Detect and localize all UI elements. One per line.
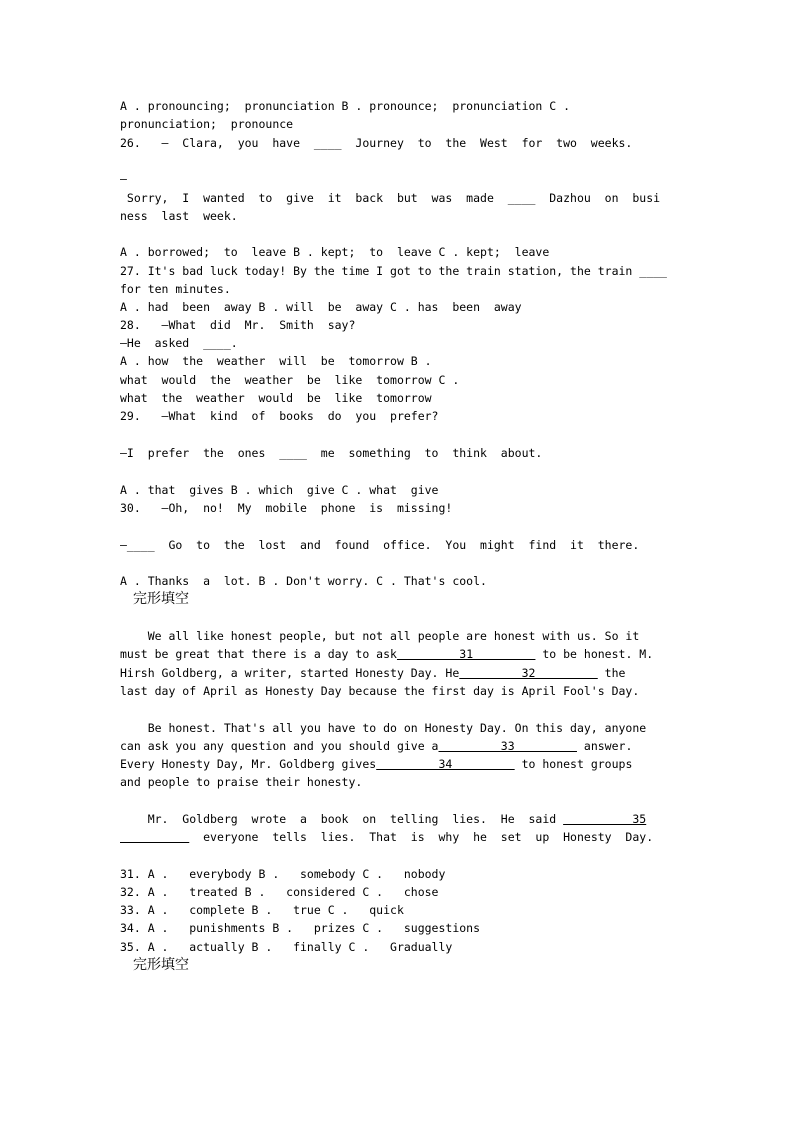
passage-p3-line-2 xyxy=(120,830,675,844)
blank-33: 33 xyxy=(438,739,577,753)
section-title-cloze: 完形填空 xyxy=(133,591,189,607)
passage-p1-line-3 xyxy=(120,666,675,680)
q26-options: A . borrowed; to leave B . kept; to leave C . kept; leave xyxy=(120,245,550,259)
q33-options: 33. A . complete B . true C . quick xyxy=(120,903,404,917)
text-run: Hirsh Goldberg, a writer, started Honesty Day. He xyxy=(120,666,460,680)
q28-question: 28. —What did Mr. Smith say? xyxy=(120,318,356,332)
passage-p2-line-1: Be honest. That's all you have to do on Honesty Day. On this day, anyone xyxy=(120,721,647,735)
blank-32: 32 xyxy=(459,666,598,680)
q29-options: A . that gives B . which give C . what give xyxy=(120,483,439,497)
q35-options: 35. A . actually B . finally C . Gradually xyxy=(120,940,453,954)
q28-options-line-1: A . how the weather will be tomorrow B . xyxy=(120,354,432,368)
q27-question-line-2: for ten minutes. xyxy=(120,282,231,296)
blank-35: 35 xyxy=(563,812,647,826)
q32-options: 32. A . treated B . considered C . chose xyxy=(120,885,439,899)
q26-reply-line-2: ness last week. xyxy=(120,209,238,223)
q28-options-line-3: what the weather would be like tomorrow xyxy=(120,391,432,405)
q30-reply: —____ Go to the lost and found office. You might find it there. xyxy=(120,538,640,552)
text-run: to be honest. M. xyxy=(535,647,654,661)
q30-question: 30. —Oh, no! My mobile phone is missing! xyxy=(120,501,453,515)
q25-options-line-1: A . pronouncing; pronunciation B . pronounce; pronunciation C . xyxy=(120,99,571,113)
passage-p1-line-2 xyxy=(120,647,675,661)
passage-p2-line-4: and people to praise their honesty. xyxy=(120,775,363,789)
text-run: Mr. Goldberg wrote a book on telling lies. He said xyxy=(120,812,564,826)
q31-options: 31. A . everybody B . somebody C . nobody xyxy=(120,867,446,881)
section-title-cloze-2: 完形填空 xyxy=(133,957,189,973)
q26-dash: — xyxy=(120,172,127,186)
text-run: everyone tells lies. That is why he set up Honesty Day. xyxy=(189,830,654,844)
passage-p3-line-1 xyxy=(120,812,675,826)
text-run: answer. xyxy=(576,739,633,753)
blank-35-continued xyxy=(120,830,189,844)
q27-options: A . had been away B . will be away C . has been away xyxy=(120,300,522,314)
q26-question: 26. — Clara, you have ____ Journey to the West for two weeks. xyxy=(120,136,633,150)
text-run: must be great that there is a day to ask xyxy=(120,647,397,661)
passage-p2-line-2 xyxy=(120,739,675,753)
passage-p1-line-4: last day of April as Honesty Day because the first day is April Fool's Day. xyxy=(120,684,640,698)
q28-reply: —He asked ____. xyxy=(120,336,238,350)
q34-options: 34. A . punishments B . prizes C . suggestions xyxy=(120,921,481,935)
q30-options: A . Thanks a lot. B . Don't worry. C . That's cool. xyxy=(120,574,487,588)
text-run: the xyxy=(597,666,626,680)
q25-options-line-2: pronunciation; pronounce xyxy=(120,117,294,131)
passage-p1-line-1: We all like honest people, but not all people are honest with us. So it xyxy=(120,629,640,643)
text-run: to honest groups xyxy=(514,757,633,771)
text-run: can ask you any question and you should give a xyxy=(120,739,439,753)
q27-question-line-1: 27. It's bad luck today! By the time I got to the train station, the train ____ xyxy=(120,264,667,278)
blank-34: 34 xyxy=(376,757,515,771)
q26-reply-line-1: Sorry, I wanted to give it back but was made ____ Dazhou on busi xyxy=(120,191,661,205)
q29-reply: —I prefer the ones ____ me something to think about. xyxy=(120,446,543,460)
q28-options-line-2: what would the weather be like tomorrow C . xyxy=(120,373,460,387)
passage-p2-line-3 xyxy=(120,757,675,771)
text-run: Every Honesty Day, Mr. Goldberg gives xyxy=(120,757,377,771)
blank-31: 31 xyxy=(396,647,536,661)
q29-question: 29. —What kind of books do you prefer? xyxy=(120,409,439,423)
